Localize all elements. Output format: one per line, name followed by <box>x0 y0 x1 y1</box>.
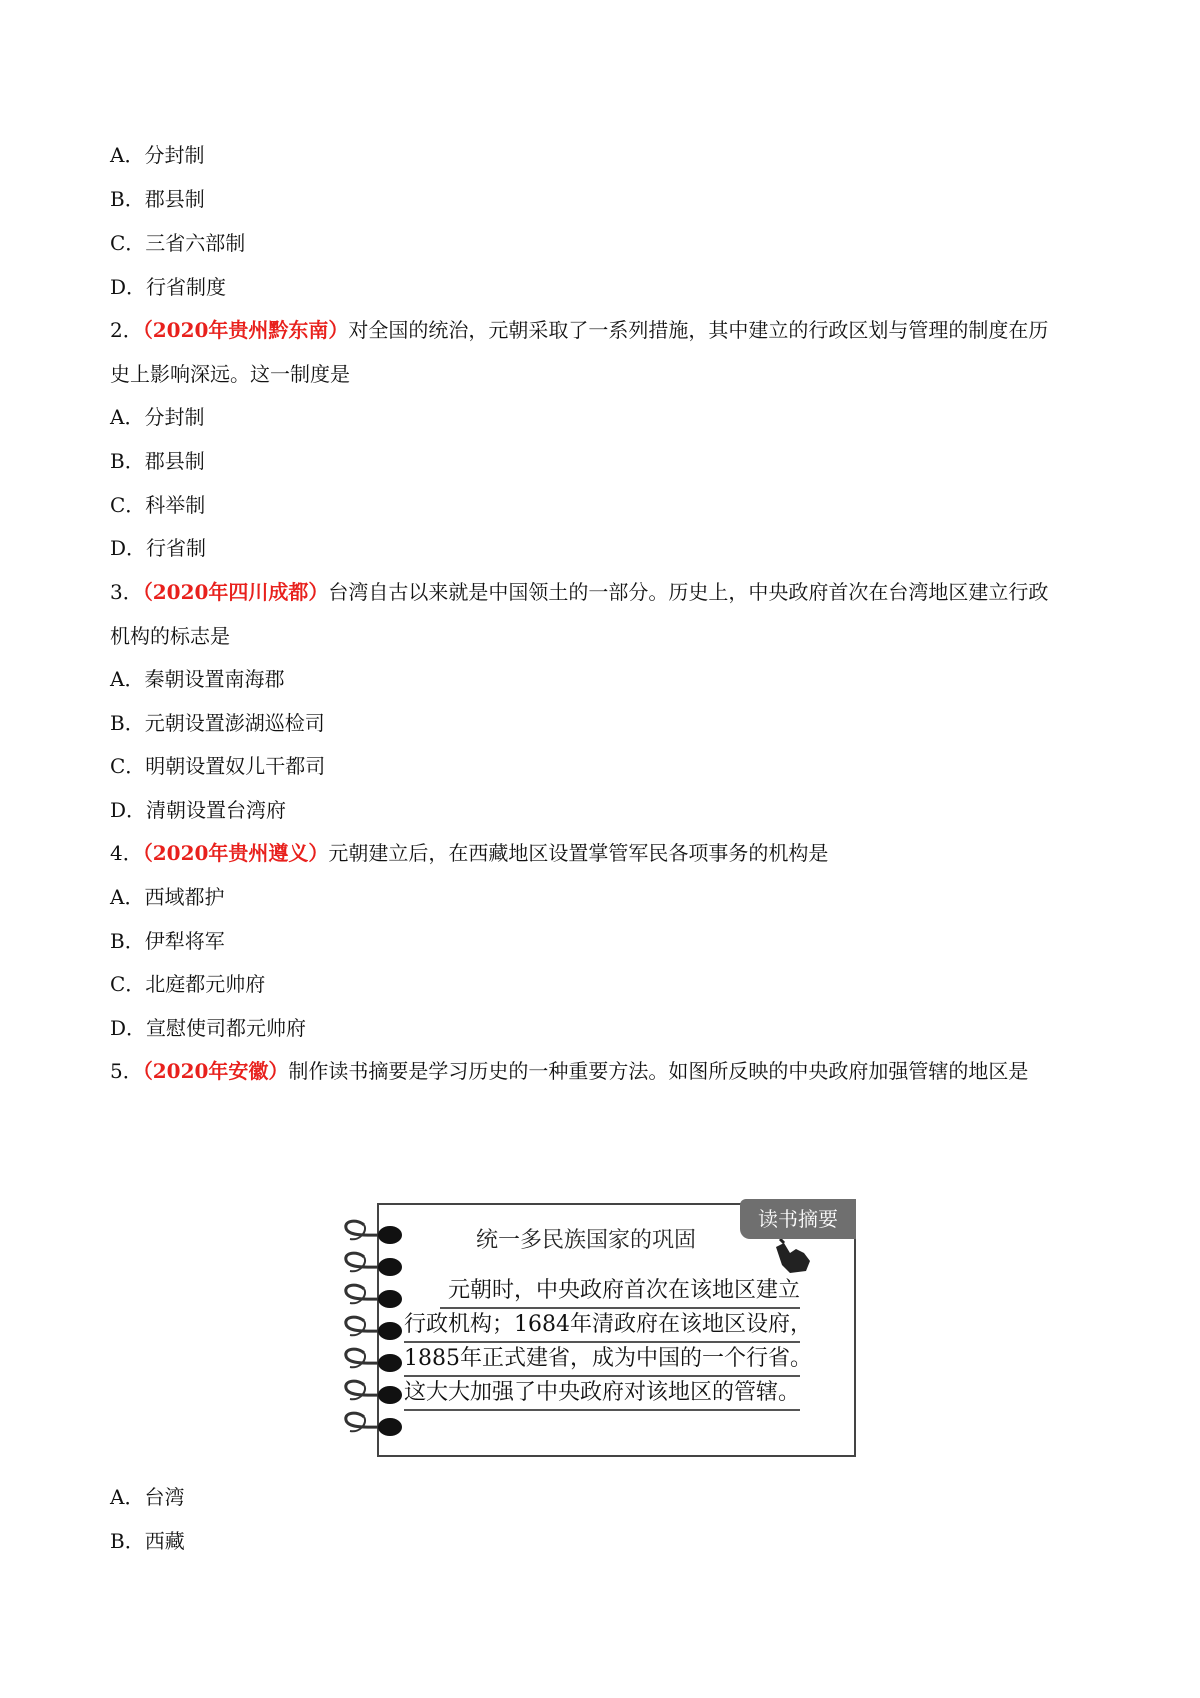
q2-option-d: D．行省制 <box>110 536 207 560</box>
q4-option-a: A．西域都护 <box>110 885 225 909</box>
pointing-hand-icon <box>770 1239 814 1275</box>
q4-number: 4． <box>110 841 143 865</box>
q3-option-b: B．元朝设置澎湖巡检司 <box>110 711 325 735</box>
q4-stem-line1 <box>110 839 828 867</box>
note-badge: 读书摘要 <box>740 1199 856 1239</box>
q5-option-b: B．西藏 <box>110 1529 185 1553</box>
q2-number: 2． <box>110 318 143 342</box>
q5-stem-text: 制作读书摘要是学习历史的一种重要方法。如图所反映的中央政府加强管辖的地区是 <box>288 1059 1029 1083</box>
q3-stem-line1 <box>110 578 1048 606</box>
q1-option-b: B．郡县制 <box>110 187 205 211</box>
q2-option-c: C．科举制 <box>110 493 206 517</box>
q1-option-d: D．行省制度 <box>110 275 227 299</box>
note-underline <box>404 1409 800 1411</box>
q2-option-b: B．郡县制 <box>110 449 205 473</box>
q3-option-c: C．明朝设置奴儿干都司 <box>110 754 326 778</box>
q4-option-d: D．宣慰使司都元帅府 <box>110 1016 307 1040</box>
q3-source-tag: （2020年四川成都） <box>142 580 329 604</box>
q5-source-tag: （2020年安徽） <box>142 1059 289 1083</box>
q5-number: 5． <box>110 1059 143 1083</box>
q3-option-a: A．秦朝设置南海郡 <box>110 667 285 691</box>
q4-source-tag: （2020年贵州遵义） <box>142 841 329 865</box>
q5-stem-line1 <box>110 1057 1028 1085</box>
note-line-3: 1885年正式建省，成为中国的一个行省。 <box>404 1346 812 1371</box>
q3-option-d: D．清朝设置台湾府 <box>110 798 287 822</box>
q2-stem-line1 <box>110 316 1048 344</box>
note-line-4: 这大大加强了中央政府对该地区的管辖。 <box>404 1380 801 1405</box>
q3-number: 3． <box>110 580 143 604</box>
q2-source-tag: （2020年贵州黔东南） <box>142 318 349 342</box>
note-line-1: 元朝时，中央政府首次在该地区建立 <box>448 1278 801 1303</box>
q2-stem-text: 对全国的统治，元朝采取了一系列措施，其中建立的行政区划与管理的制度在历 <box>348 318 1049 342</box>
q1-option-a: A．分封制 <box>110 143 205 167</box>
q4-option-b: B．伊犁将军 <box>110 929 225 953</box>
q4-option-c: C．北庭都元帅府 <box>110 972 266 996</box>
q2-stem-line2: 史上影响深远。这一制度是 <box>110 362 350 386</box>
q5-option-a: A．台湾 <box>110 1485 185 1509</box>
q3-stem-text: 台湾自古以来就是中国领土的一部分。历史上，中央政府首次在台湾地区建立行政 <box>328 580 1049 604</box>
q4-stem-text: 元朝建立后，在西藏地区设置掌管军民各项事务的机构是 <box>328 841 829 865</box>
reading-note-figure <box>340 1193 860 1463</box>
q2-option-a: A．分封制 <box>110 405 205 429</box>
spiral-ring-icon <box>340 1407 412 1447</box>
q1-option-c: C．三省六部制 <box>110 231 246 255</box>
note-title: 统一多民族国家的巩固 <box>476 1228 697 1253</box>
note-line-2: 行政机构；1684年清政府在该地区设府， <box>404 1312 812 1337</box>
q3-stem-line2: 机构的标志是 <box>110 624 230 648</box>
